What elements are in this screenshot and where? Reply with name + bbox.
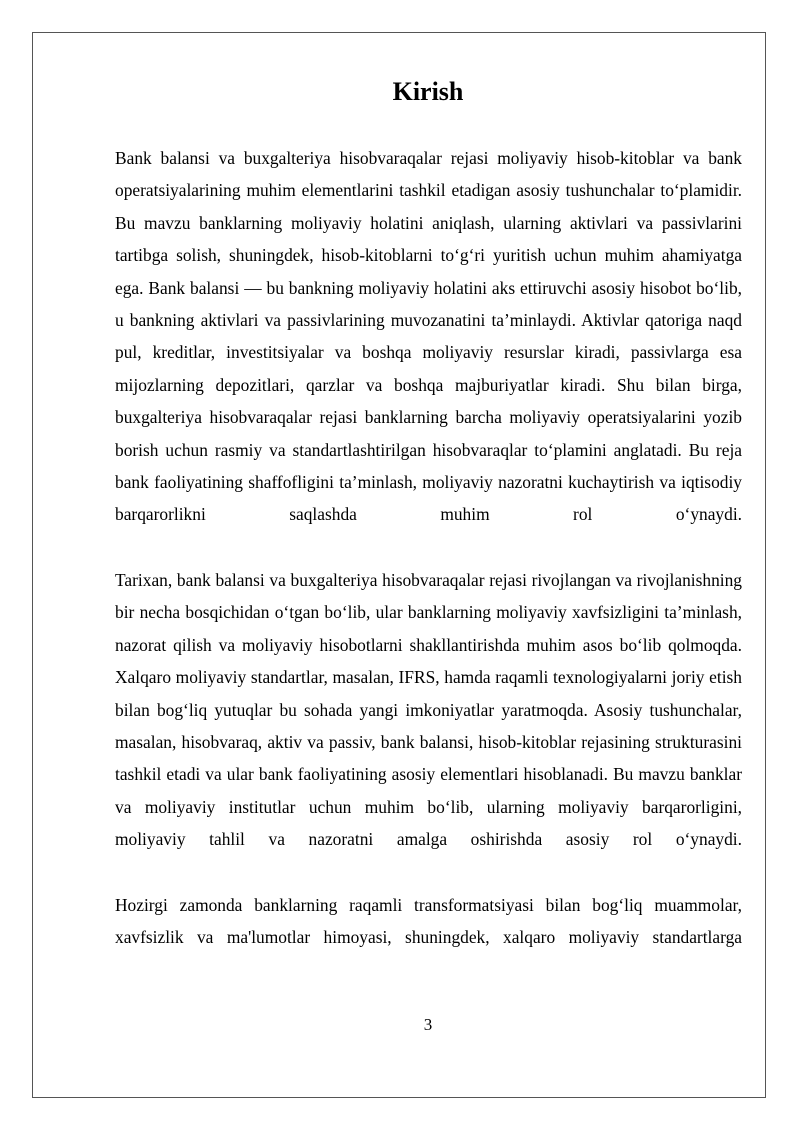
page-title: Kirish — [392, 77, 464, 106]
page-number: 3 — [423, 1015, 433, 1034]
paragraph-introduction: Bank balansi va buxgalteriya hisobvaraqalar rejasi moliyaviy hisob-kitoblar va bank operatsiyalarining muhim elementlarini tashkil etadigan asosiy tushunchalar to‘plamidir. Bu mavzu banklarning moliyaviy holatini aniqlash, ularning aktivlari va passivlarini tartibga solish, shuningdek, hisob-kitoblarni to‘g‘ri yuritish uchun muhim ahamiyatga ega. Bank balansi — bu bankning moliyaviy holatini aks ettiruvchi asosiy hisobot bo‘lib, u bankning aktivlari va passivlarining muvozanatini ta’minlaydi. Aktivlar qatoriga naqd pul, kreditlar, investitsiyalar va boshqa moliyaviy resurslar kiradi, passivlarga esa mijozlarning depozitlari, qarzlar va boshqa majburiyatlar kiradi. Shu bilan birga, buxgalteriya hisobvaraqalar rejasi banklarning barcha moliyaviy operatsiyalarini yozib borish uchun rasmiy va standartlashtirilgan hisobvaraqlar to‘plamini anglatadi. Bu reja bank faoliyatining shaffofligini ta’minlash, moliyaviy nazoratni kuchaytirish va iqtisodiy barqarorlikni saqlashda muhim rol o‘ynaydi. — [115, 148, 742, 525]
document-body — [115, 142, 742, 953]
paragraph-modern: Hozirgi zamonda banklarning raqamli transformatsiyasi bilan bog‘liq muammolar, xavfsizlik va ma'lumotlar himoyasi, shuningdek, xalqaro moliyaviy standartlarga — [115, 894, 742, 947]
paragraph-history: Tarixan, bank balansi va buxgalteriya hisobvaraqalar rejasi rivojlangan va rivojlanishning bir necha bosqichidan o‘tgan bo‘lib, ular banklarning moliyaviy xavfsizligini ta’minlash, nazorat qilish va moliyaviy hisobotlarni shakllantirishda muhim asos bo‘lib qolmoqda. Xalqaro moliyaviy standartlar, masalan, IFRS, hamda raqamli texnologiyalarni joriy etish bilan bog‘liq yutuqlar bu sohada yangi imkoniyatlar yaratmoqda. Asosiy tushunchalar, masalan, hisobvaraq, aktiv va passiv, bank balansi, hisob-kitoblar rejasining strukturasini tashkil etadi va ular bank faoliyatining asosiy elementlari hisoblanadi. Bu mavzu banklar va moliyaviy institutlar uchun muhim bo‘lib, ularning moliyaviy barqarorligini, moliyaviy tahlil va nazoratni amalga oshirishda asosiy rol o‘ynaydi. — [115, 569, 742, 850]
